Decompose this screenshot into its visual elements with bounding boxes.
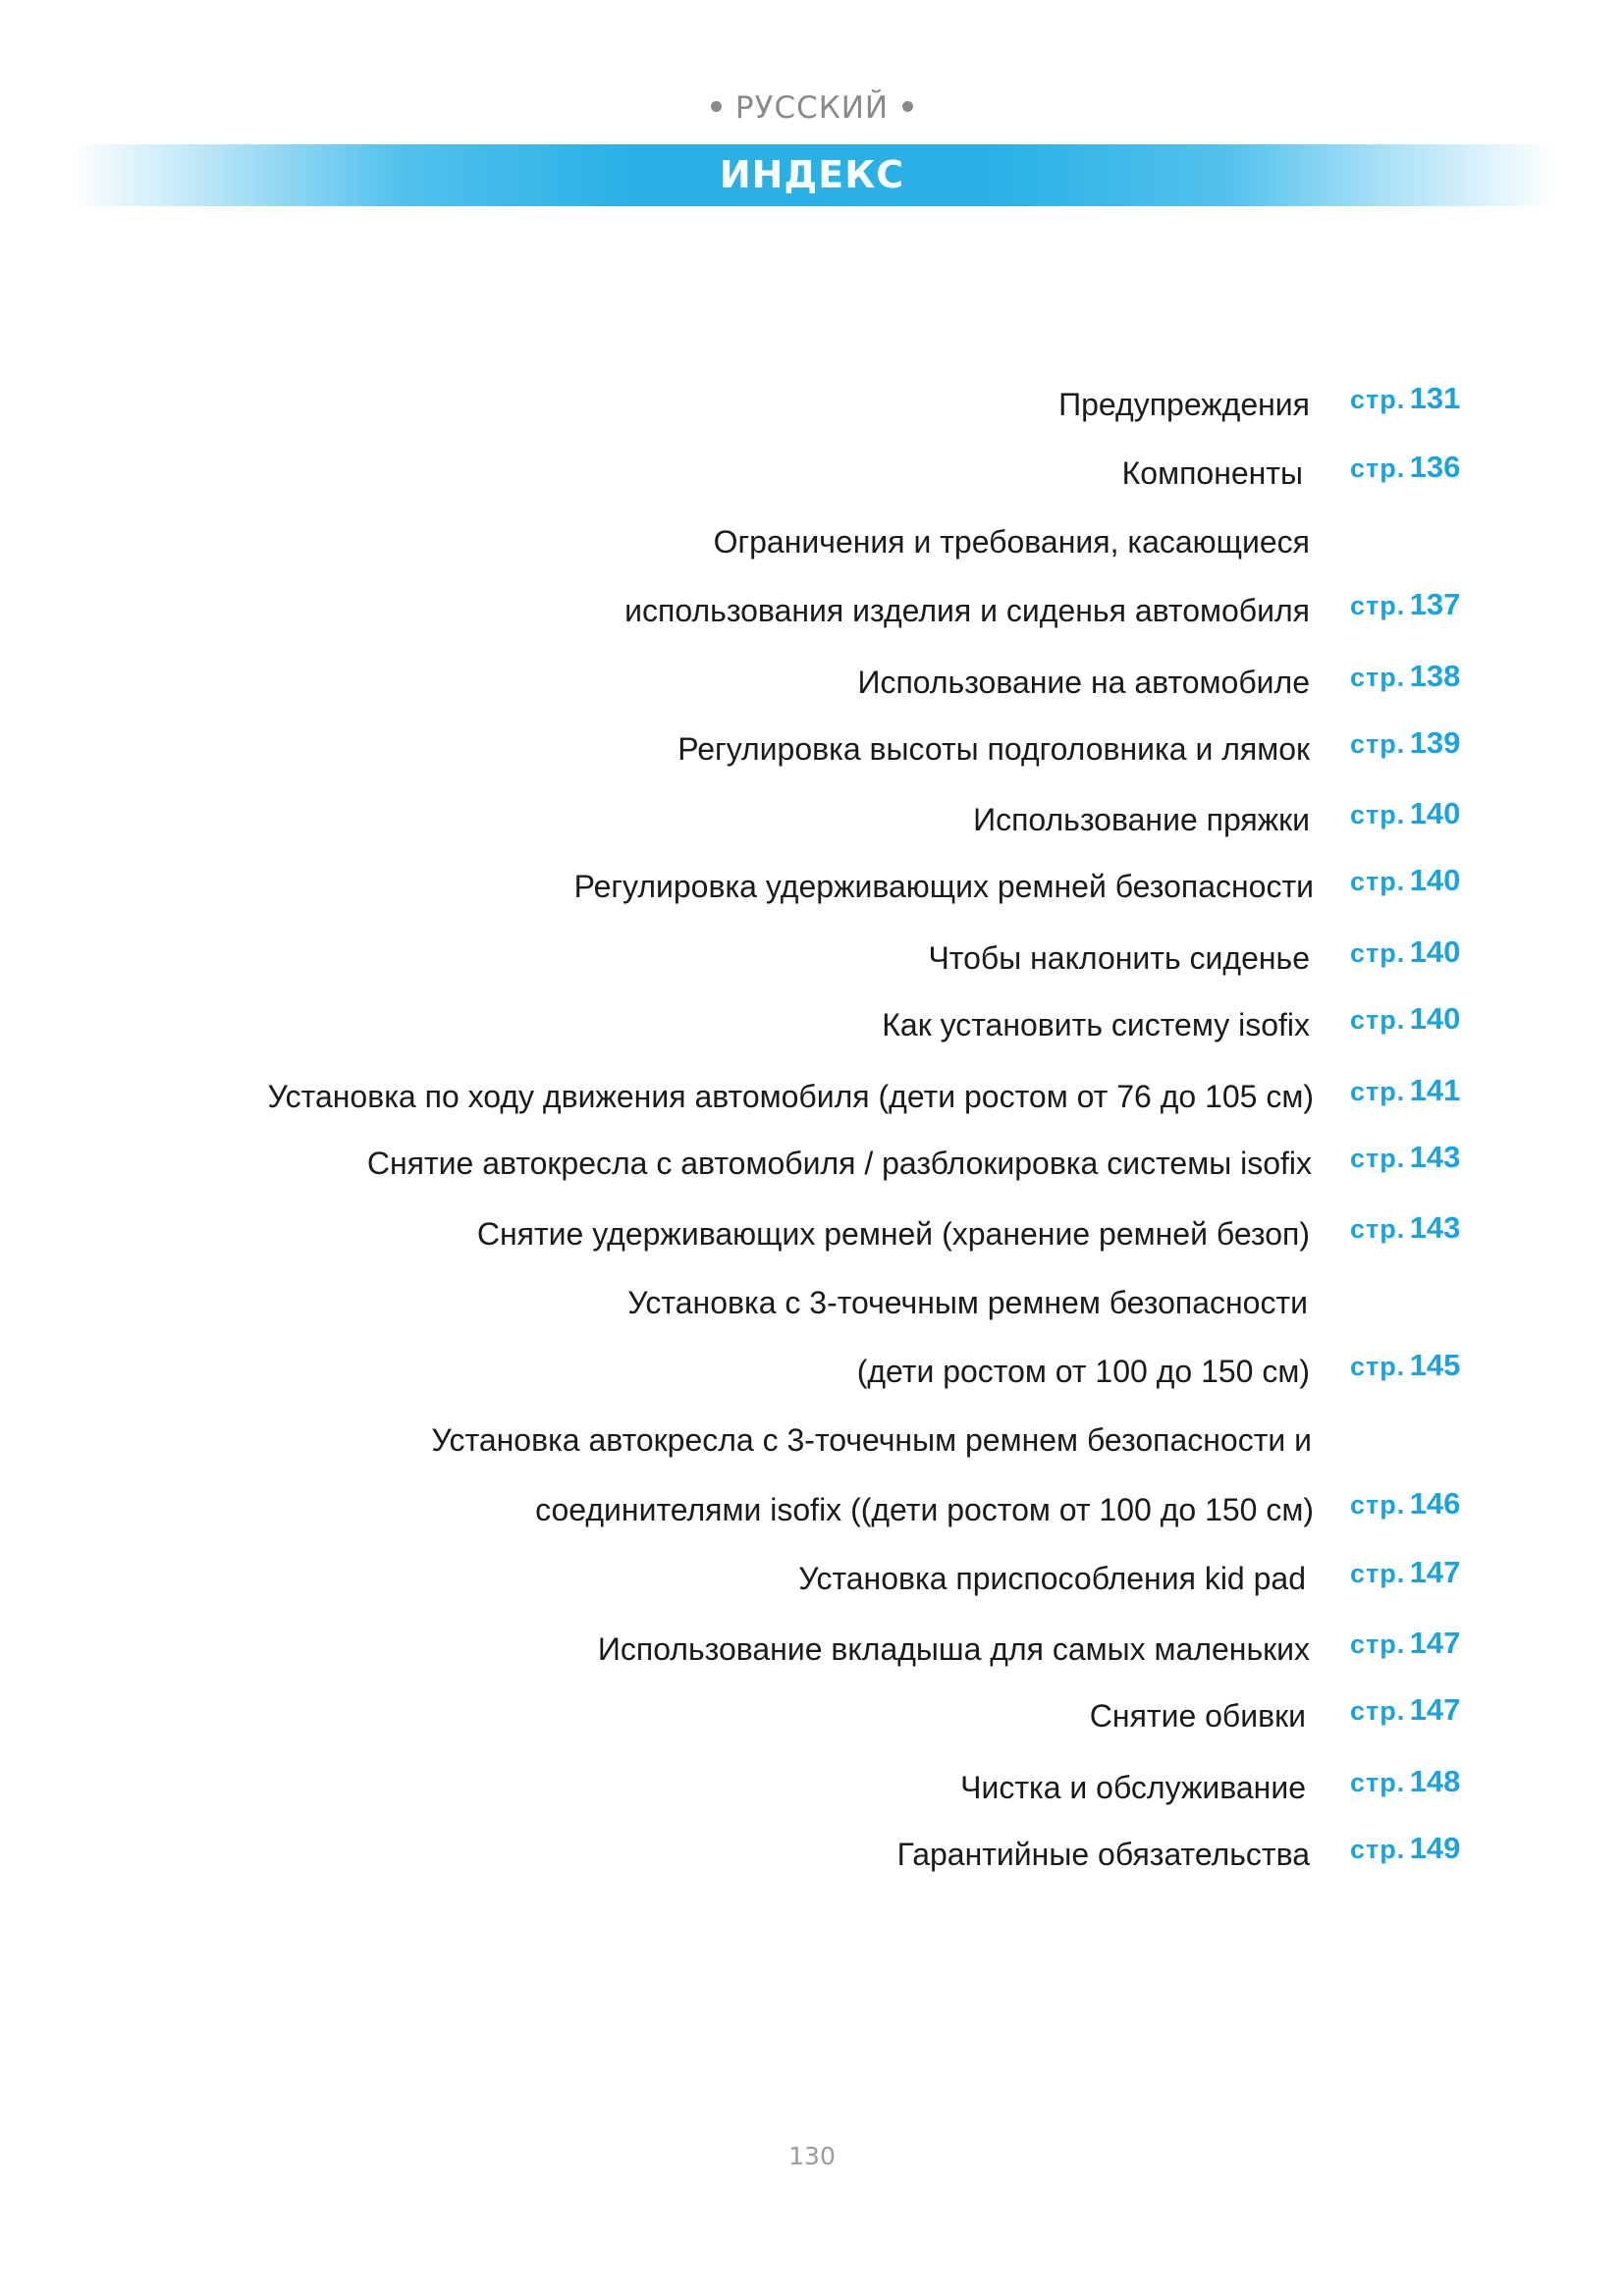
index-entry-text: Чистка и обслуживание bbox=[960, 1770, 1306, 1805]
index-entry-text: Регулировка высоты подголовника и лямок bbox=[677, 731, 1310, 767]
index-entry[interactable] bbox=[0, 1485, 1624, 1534]
bullet-dot-icon bbox=[902, 101, 913, 112]
index-entry[interactable] bbox=[0, 586, 1624, 635]
index-entry-text: (дети ростом от 100 до 150 см) bbox=[856, 1354, 1310, 1389]
index-entry-page: стр. 145 bbox=[1350, 1348, 1461, 1382]
index-entry-text: Установка приспособления kid pad bbox=[798, 1561, 1306, 1596]
index-entry-text: Установка с 3-точечным ремнем безопасности bbox=[627, 1285, 1308, 1320]
index-entry-text: Использование пряжки bbox=[973, 802, 1310, 837]
index-entry-page: стр. 147 bbox=[1350, 1555, 1461, 1589]
index-entry-text: Чтобы наклонить сиденье bbox=[928, 940, 1310, 976]
index-entry-text: Использование на автомобиле bbox=[857, 665, 1310, 700]
index-entry-page: стр. 147 bbox=[1350, 1692, 1461, 1727]
index-entry[interactable] bbox=[0, 795, 1624, 844]
index-entry bbox=[0, 1278, 1624, 1327]
index-entry-page: стр. 140 bbox=[1350, 796, 1461, 830]
index-entry-page: стр. 143 bbox=[1350, 1140, 1461, 1174]
index-entry-page: стр. 140 bbox=[1350, 934, 1461, 969]
bullet-dot-icon bbox=[711, 101, 722, 112]
index-entry-text: Как установить систему isofix bbox=[882, 1007, 1310, 1042]
index-entry[interactable] bbox=[0, 1830, 1624, 1879]
index-entry[interactable] bbox=[0, 1763, 1624, 1812]
index-entry[interactable] bbox=[0, 1554, 1624, 1603]
index-entry-page: стр. 146 bbox=[1350, 1486, 1461, 1521]
index-entry[interactable] bbox=[0, 449, 1624, 498]
page-title: ИНДЕКС bbox=[719, 153, 905, 196]
page-number: 130 bbox=[788, 2142, 836, 2170]
index-entry-page: стр. 138 bbox=[1350, 659, 1461, 693]
index-entry-page: стр. 131 bbox=[1350, 381, 1461, 415]
index-entry[interactable] bbox=[0, 1072, 1624, 1121]
index-entry[interactable] bbox=[0, 380, 1624, 429]
index-entry-text: Использование вкладыша для самых маленьких bbox=[597, 1631, 1310, 1667]
index-entry[interactable] bbox=[0, 1139, 1624, 1188]
index-entry-page: стр. 140 bbox=[1350, 863, 1461, 897]
index-entry-page: стр. 147 bbox=[1350, 1626, 1461, 1660]
index-entry[interactable] bbox=[0, 1347, 1624, 1396]
index-entry bbox=[0, 1415, 1624, 1465]
index-entry bbox=[0, 517, 1624, 566]
index-entry[interactable] bbox=[0, 1625, 1624, 1674]
language-header bbox=[0, 90, 1624, 126]
index-entry[interactable] bbox=[0, 1000, 1624, 1049]
index-entry[interactable] bbox=[0, 862, 1624, 911]
index-entry-text: Компоненты bbox=[1121, 455, 1303, 491]
index-entry[interactable] bbox=[0, 1691, 1624, 1740]
index-entry-page: стр. 148 bbox=[1350, 1764, 1461, 1798]
index-entry-text: Предупреждения bbox=[1058, 387, 1310, 422]
index-entry[interactable] bbox=[0, 658, 1624, 707]
index-entry-text: Снятие автокресла с автомобиля / разблокировка системы isofix bbox=[366, 1146, 1312, 1181]
index-entry-text: Установка автокресла с 3-точечным ремнем безопасности и bbox=[431, 1422, 1312, 1458]
index-entry-text: Ограничения и требования, касающиеся bbox=[713, 524, 1310, 560]
index-entry-text: Снятие обивки bbox=[1089, 1698, 1306, 1734]
index-entry-text: Снятие удерживающих ремней (хранение ремней безоп) bbox=[476, 1216, 1310, 1252]
index-entry-page: стр. 136 bbox=[1350, 450, 1461, 484]
title-band bbox=[69, 144, 1555, 206]
index-entry[interactable] bbox=[0, 1209, 1624, 1258]
index-entry-page: стр. 149 bbox=[1350, 1831, 1461, 1865]
index-entry[interactable] bbox=[0, 934, 1624, 983]
index-entry-text: Гарантийные обязательства bbox=[896, 1837, 1310, 1872]
index-entry-page: стр. 139 bbox=[1350, 725, 1461, 760]
index-entry-text: использования изделия и сиденья автомобиля bbox=[624, 593, 1310, 628]
index-entry-page: стр. 140 bbox=[1350, 1001, 1461, 1036]
index-entry-text: соединителями isofix ((дети ростом от 100 до 150 см) bbox=[535, 1492, 1314, 1527]
index-entry-text: Регулировка удерживающих ремней безопасности bbox=[573, 869, 1314, 904]
index-entry-text: Установка по ходу движения автомобиля (дети ростом от 76 до 105 см) bbox=[267, 1079, 1314, 1114]
index-entry-page: стр. 141 bbox=[1350, 1073, 1461, 1107]
index-entry-page: стр. 143 bbox=[1350, 1210, 1461, 1245]
index-entry-page: стр. 137 bbox=[1350, 587, 1461, 621]
index-entry[interactable] bbox=[0, 724, 1624, 774]
language-label: РУССКИЙ bbox=[734, 90, 890, 126]
